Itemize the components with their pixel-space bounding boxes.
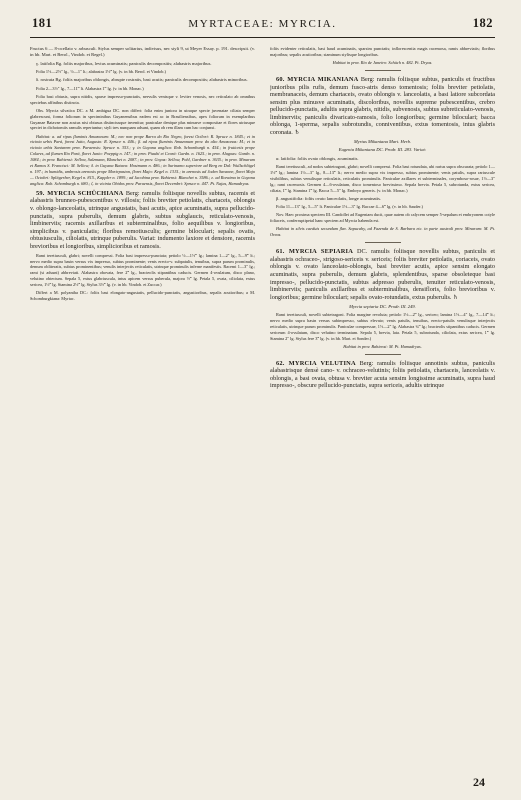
running-header <box>30 16 495 38</box>
paragraph: foliis evidenter reticulatis, basi haud acuminatis, sparsim punctatis; inflorescentia magis racemosa, ramis abbreviatis; floribus majoribus; sepalis acutioribus; staminum stylisque longioribus. <box>270 46 495 57</box>
paragraph: Folia 1½—2½″ lg., ½—1″ lt.; alabastra 1½‴ lg. (v. in hb. Berol. et Vindob.) <box>36 69 166 75</box>
species-description: Rami teretiusculi, novelli subtetragoni. Folia margine revoluta; petiolo 1½—2‴ lg., sericeo; lamina 1½—4″ lg., 7—14‴ lt.; nervo medio supra basin versus subimpresso, subtus elevato; venis patulis, tenuibus, erecto-patulis venulisque interjectis reticulatis, utrinque parum prominulis. Paniculae compressae, 1½—2″ lg. Alabastra ¾‴ lg.; bracteolis stipantibus caducis. Germen sericeum 4-ovulatum, disco velutino terminatum. Sepala 5, brevia, lata. Petala 5, subrotunda, ciliolata, extus sericea, 1‴ lg. Stamina 2″ lg. Stylus fere 3‴ lg. (v. in hb. Mart. et Sonder.) <box>270 312 495 341</box>
running-title: MYRTACEAE: MYRCIA. <box>188 18 337 30</box>
species-observation: Differt a M. polyantha DC.: foliis basi elongato-angustatis, pellucido-punctatis, angustioribus, sepalis acutioribus; a M. Schomburgkiana: Myrtac. <box>30 290 255 302</box>
variety-alpha: α. latifolia: foliis ovato oblongis, acuminatis. <box>276 155 359 161</box>
species-heading-62 <box>270 360 495 390</box>
paragraph: Folia 2—3½″ lg., 7—11‴ lt. Alabastra 1‴ lg. (v. in hb. Monac.) <box>36 85 144 91</box>
variety-description: Rami teretiusculi, ad nodos subtetragoni, glabri; novelli compressi. Folia basi rotundata, ubi rarius supra obscurata; petiolo 1—1½‴ lg.; lamina 1½—3″ lg., 8—13‴ lt.; nervo medio supra vix impresso, subtus prominente; venis patulis, supra rariuscule visibilibus, subtus venulisque reticulatis, reticulatis prominulis. Paniculae axillares et subterminales, corymboso-rosae, 1½—3″ lg.; rami racemosis. Germen 4—6-ovulatum, disco tomentoso brevissimo. Sepala brevia. Petala 5, subrotunda, extus sericea, ciliata, 1‴ lg. Stamina 1‴ lg. Bacca 5—5″ lg. Embryo generis. (v. in hb. Monac.) <box>270 164 495 193</box>
habitat: Habitat: a. ad ripas fluminis Amazonum: M.; nec non prope Barra do Rio Negro, forest Ocilori: R. Spruce n. 1845.; et in vicinia urbis Pará, forest Jutio, Augusto: R. Spruce n. 446.; β. ad ripas fluminis Amazonum prov. do alto Amazonas: M.; et in vicinia urbis Santarem prov. Paraensis: Spruce n. 353.; γ. in Guyana anglica: Rob. Schomburgk n. 454.; in fruticetis prope Colares, ad flumen Rio Pará, floret Junio: Poeppig n. 147.; in prov. Piauhí et Ceará: Gardn. n. 1625.; in prov. Alagoas: Gardn. n. 1084.; in prov. Bahiensi: Sellow, Salzmann, Blanchet n. 2087.; in prov. Goyaz: Sellow, Pohl, Gardner n. 3635.; in prov. Minarum et Ramos S. Francisci: M. Sellow; δ. in Guyana Batava: Hostmann n. 486.; in Surinamo superiore ad Berg en Dal: Wullschlägel n. 197.; in humidis, umbrosis arenosis prope Mariepaston, floret Majo: Kegel n. 1315.; in arenosis ad Joden Savanne, floret Majo — Octobri: Splitgerber, Kegel n. 815., Kappler n. 1899.; ad Jacobina prov. Bahiensi: Blanchet n. 3586.; ε. ad Roraima in Guyana anglica: Rob. Schomburgk n. 680.; ζ. in vicinia Obidos prov. Paraensis, floret Decembri: Spruce n. 447. Pt. Najas, Hamadryas. <box>30 133 255 186</box>
species-heading-61 <box>270 248 495 301</box>
left-column <box>30 46 255 794</box>
habitat: Habitat in prov. Bahiensi: M. Pt. Hamadryas. <box>343 343 422 349</box>
observation: Obs. Myrcia silvatica DC. a M. ambigua DC. non differt: folia enim juniora in utraque specie juvenatae ciliata semper glabrescunt, forma foliorum in speciminibus Guyanensibus eadem est ac in Brasiliensibus, apex foliorum in exemplaribus Guyanae Batavae non acutus nisi obtusus distinctusque invenitur; paniculae denique plus minusve compositae et flores utriusque speciei in dichotomiis ramulis reperiuntur; styli tres nunquam adsunt, quam ob rem illam cum hac conjunxi. <box>30 107 255 131</box>
divider <box>365 354 401 355</box>
habitat: Habitat in prov. Rio de Janeiro: Schüch n. 482. Pt. Dryas. <box>332 60 433 65</box>
species-name: 62. MYRCIA VELUTINA <box>276 359 356 367</box>
species-diagnosis: DC. ramulis foliisque novellis subtus, paniculis et alabastris ochraceo-, strigoso-sericeis v. sericeis; foliis breviter petiolatis, coriaceis, ovato oblongis v. ovato lanceolato-oblongis, basi breviter acutis, apice sensim elongato acuminatis, supra puberulis, demum glabris, splendentibus, sparse obsoleteque basi impresso-, pellucido-punctatis, subtus adpresso puberulis, tenuiter reticulato-venosis, limbinerviis; paniculis axillaribus et subterminalibus, densifloris, folio brevioribus v. longioribus; germine biloculari; sepalis ovato-rotundatis, extus puberulis. ♄ <box>270 248 495 301</box>
species-name: 61. MYRCIA SEPIARIA <box>276 248 354 256</box>
two-column-body <box>30 46 495 794</box>
species-diagnosis: Berg: ramulis foliisque subtus, paniculis et fructibus junioribus pilis rufis, demum fusco-atris denso tomentosis; foliis breviter petiolatis, membranaceis, demum chartaceis, ovato oblongis v. lanceolatis, a basi latiore subcordata sensim plus minusve acuminatis, discoloribus, novellis supreme pubescentibus, crebro pellucido-punctatis, adultis supra glabris, nitidis, subvenosis, subtus subreticulato-venosis, limbinerviis; paniculis divaricato-ramosis, folio longioribus; germine biloculari; bacca oblonga, 1-sperma, sepalis subrotundis, conniventibus, extus tomentosis, intus glabris coronata. ♄ <box>270 75 495 137</box>
paragraph: Folia basi obtusis, supra nitidis, sparse impresso-punctatis, nervulis venisque v. leviter venosis, nec reticulato ab omnibus speciebus affinibus distincta. <box>30 93 255 105</box>
species-diagnosis: Berg: ramulis foliisque annotinis subtus, paniculis alabastrisque densè cano- v. ochraceo-velutinis; foliis petiolatis, chartaceis, lanceolatis v. oblongis, a basi ovata, obtusa v. breviter acuta sensim longissime acuminatis, supra haud impresso-, obscure pellucido-punctatis, supra sericeis, adultis utrinque <box>270 359 495 390</box>
synonym: Myrtus Mikaniana Mart. Herb. <box>353 138 412 144</box>
divider <box>365 70 401 71</box>
habitat: Habitat in silvis caeduis secundum flav. Sapucahy, ad Fazenda de S. Barbara etc. in parte australi prov. Minarum: M. Pt. Oreas. <box>270 226 495 238</box>
species-name: 60. MYRCIA MIKANIANA <box>276 75 359 83</box>
page-number-right: 182 <box>472 16 493 30</box>
synonym: Myrcia sepiaria DC. Prodr. III. 249. <box>349 303 416 309</box>
species-description: Rami teretiusculi, glabri; novelli compressi. Folia basi impresso-punctata; petiolo ½—1½‴ lg.; lamina 1—2″ lg., 5—9‴ lt.; nervo medio supra basin versus vix impresso, subtus prominente; venis erecto-v. subpatulis, tenuibus, supra parum prominulis, demum obliteratis, subtus prominentibus; venulis interjectis reticulatis, utrinque prominulis inferne manifestis. Racemi 1—3″ lg.; rami (si adsunt) abbreviati. Alabastra obovata, fere 2‴ lg., bracteolis stipantibus caducis. Germen 4-ovulatum, disco plano, velutino obtectum. Sepala 5, extus glabriuscula, intus apicem versus puberula, majora ½‴ lg. Petala 5, ovata, ciliolata, extus sericea, 1½‴ lg. Stamina 2½‴ lg. Stylus 3½‴ lg. (v. in hb. Vindob. et Zuccar.) <box>30 252 255 288</box>
variety-delta: δ. rostrata Bg. foliis majoribus oblongis, abrupte rostratis, basi acutis; paniculis decompositis; alabastris minoribus. <box>36 77 248 83</box>
variety-description: Folia 11—13″ lg., 5—5″ lt. Paniculae 1½—3″ lg. Baccae 4—6‴ lg. (v. in hb. Sauder.) <box>276 204 423 210</box>
species-name: 59. MYRCIA SCHÜCHIANA <box>36 189 124 197</box>
page-number-left: 181 <box>32 16 53 30</box>
variety-gamma: γ. latifolia Bg. foliis majoribus, levius acuminatis; paniculis decompositis; alabastris majoribus. <box>36 60 212 66</box>
paragraph: Fructus 6 — 8-ocellato v. arbusculi. Stylus semper solitarius, indivisus, nec styli 9, ut Meyer Essay. p. 191. descripsit. (v. in hb. Mart. et Berol., Vindob. et Regel.) <box>30 46 255 58</box>
signature-mark: 24 <box>473 775 485 789</box>
variety-beta: β. angustifolia: foliis ovato lanceolatis, longe acuminatis. <box>276 195 382 201</box>
species-heading-60 <box>270 76 495 137</box>
species-diagnosis: Berg: ramulis foliisque novellis subtus, racemis et alabastris brunneo-pubescentibus v. villosis; foliis breviter petiolatis, chartaceis, oblongis v. oblongo-lanceolatis, utrinque angustatis, basi acutis, apice acuminatis, supra pellucido-punctatis, supra puberulis, demum glabris, subtus subglaucis, reticulato-venosis, limbinerviis; racemis axillaribus et subterminalibus, folio aequilibus v. longioribus, simplicibus v. paniculatis; floribus remotiusculis; germine biloculari; sepalis ovatis, obtusiusculis, ciliolatis, utrinque puberulis. Variat: indumento laxiore et densiore, racemis brevioribus et longioribus, simplicioribus et ramosis. <box>30 189 255 250</box>
divider <box>365 242 401 243</box>
right-column <box>270 46 495 794</box>
species-heading-59 <box>30 190 255 251</box>
observation: Nov. Haec proxima speciem III. Candollei ad Eugeniam ducit, quae autem ob calycem semper 5-sepalum et embryonem cotyle foliaceis, conferruptipetal hanc speciem ad Myrcia habenda est. <box>270 212 495 224</box>
synonym: Eugenia Mikaniana DC. Prodr. III. 283. Variat: <box>338 147 427 153</box>
